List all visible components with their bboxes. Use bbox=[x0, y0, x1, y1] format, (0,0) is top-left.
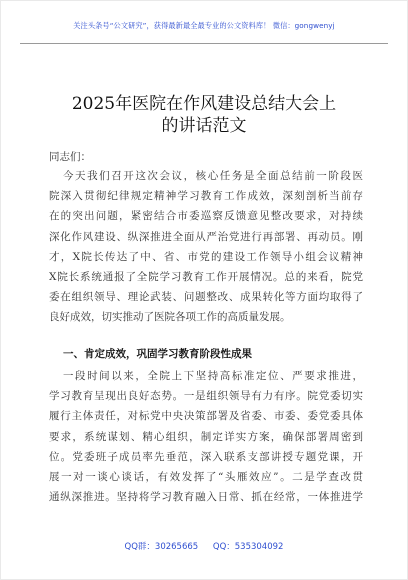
footer-contact bbox=[0, 540, 408, 552]
paragraph-line: X院长系统通报了全院学习教育工作开展情况。总的来看，院党 bbox=[49, 270, 363, 283]
paragraph-line: 通纵深推进。坚持将学习教育融入日常、抓在经常，一体推进学 bbox=[49, 491, 363, 504]
paragraph-2 bbox=[49, 366, 363, 507]
paragraph-line: 履行主体责任，对标党中央决策部署及省委、市委、委党委具体 bbox=[49, 410, 363, 423]
paragraph-line: 才，X院长传达了中、省、市党的建设工作领导小组会议精神 bbox=[49, 250, 363, 263]
footer-qq: QQ：535304092 bbox=[212, 542, 284, 552]
paragraph-line: 委在组织领导、理论武装、问题整改、成果转化等方面均取得了 bbox=[49, 291, 363, 304]
document-title bbox=[40, 93, 368, 137]
paragraph-line: 深化作风建设、纵深推进全面从严治党进行再部署、再动员。刚 bbox=[49, 230, 363, 243]
salutation: 同志们： bbox=[49, 151, 91, 163]
paragraph-line: 要求，系统谋划、精心组织，制定详实方案，确保部署周密到 bbox=[49, 430, 363, 443]
paragraph-line: 院深入贯彻纪律规定精神学习教育工作成效，深刻剖析当前存 bbox=[49, 190, 363, 203]
footer-qq-group: QQ群：30265665 bbox=[124, 542, 199, 552]
paragraph-line: 一段时间以来，全院上下坚持高标准定位、严要求推进， bbox=[63, 370, 363, 382]
paragraph-line: 展一对一谈心谈话，有效发挥了“头雁效应”。二是学查改贯 bbox=[49, 470, 363, 483]
paragraph-line: 学习教育呈现出良好态势。一是组织领导有力有序。院党委切实 bbox=[49, 390, 363, 403]
header-banner: 关注头条号“公文研究”，获得最新最全最专业的公文资料库！ 微信：gongwenyj bbox=[73, 21, 335, 30]
paragraph-line: 良好成效，切实推动了医院各项工作的高质量发展。 bbox=[49, 311, 291, 324]
document-title-line-1: 2025年医院在作风建设总结大会上 bbox=[71, 94, 337, 115]
paragraph-line: 今天我们召开这次会议，核心任务是全面总结前一阶段医 bbox=[63, 170, 363, 182]
document-title-line-2: 的讲话范文 bbox=[161, 116, 247, 137]
paragraph-line: 在的突出问题，紧密结合市委巡察反馈意见整改要求，对持续 bbox=[49, 210, 363, 223]
section-heading-1: 一、肯定成效，巩固学习教育阶段性成果 bbox=[63, 348, 252, 360]
paragraph-line: 位。党委班子成员率先垂范，深入联系支部讲授专题党课，开 bbox=[49, 450, 363, 463]
paragraph-1 bbox=[49, 166, 363, 328]
header-divider bbox=[20, 43, 388, 44]
